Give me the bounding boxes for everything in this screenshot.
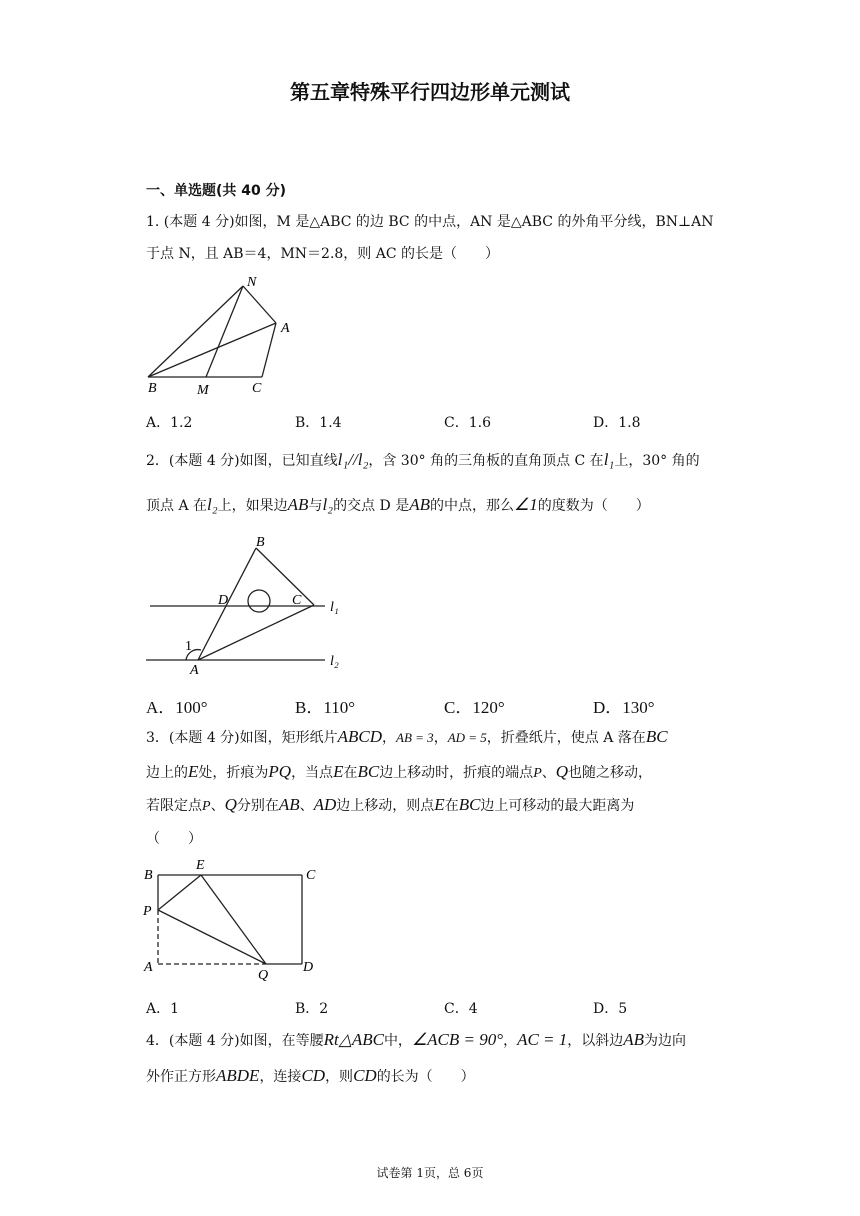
q2-option-c: C．120° <box>444 698 505 717</box>
q3-label-p: P <box>143 904 152 919</box>
q3-label-q: Q <box>258 968 269 983</box>
section-heading: 一、单选题(共 40 分) <box>146 183 287 199</box>
q1-label-m: M <box>197 383 209 398</box>
q3-option-b: B．2 <box>295 1001 329 1017</box>
q3-figure <box>140 855 340 985</box>
q2-label-l2: l₂ <box>330 654 339 669</box>
q2-text-line2: 顶点 A 在l₂上，如果边AB与l₂的交点 D 是AB的中点，那么∠1的度数为（ ） <box>146 495 650 514</box>
q3-label-c: C <box>306 868 316 883</box>
q1-text-line1: 1. (本题 4 分)如图，M 是△ABC 的边 BC 的中点，AN 是△ABC 的外角平分线，BN⊥AN <box>146 214 714 230</box>
q1-label-a: A <box>281 321 290 336</box>
q3-option-c: C．4 <box>444 1001 478 1017</box>
q1-label-b: B <box>148 381 157 396</box>
page-title: 第五章特殊平行四边形单元测试 <box>290 80 570 104</box>
q2-option-b: B．110° <box>295 698 356 717</box>
q3-label-b: B <box>144 868 153 883</box>
q3-label-e: E <box>196 858 205 873</box>
q1-option-c: C．1.6 <box>444 415 491 431</box>
q4-text-line1: 4．(本题 4 分)如图，在等腰Rt△ABC中，∠ACB = 90°，AC = 1，以斜边AB为边向 <box>146 1030 687 1049</box>
q2-text-line1: 2．(本题 4 分)如图，已知直线l₁//l₂，含 30° 角的三角板的直角顶点 C 在l₁上，30° 角的 <box>146 450 700 469</box>
q1-figure <box>140 270 300 400</box>
q3-text-line1: 3．(本题 4 分)如图，矩形纸片ABCD，AB = 3，AD = 5，折叠纸片，使点 A 落在BC <box>146 727 668 746</box>
q1-option-d: D．1.8 <box>593 415 641 431</box>
q2-label-b: B <box>256 535 265 550</box>
q1-label-n: N <box>247 275 257 290</box>
page-footer: 试卷第 1页，总 6页 <box>376 1166 484 1180</box>
q2-label-l1: l₁ <box>330 600 339 615</box>
q4-text-line2: 外作正方形ABDE，连接CD，则CD的长为（ ） <box>146 1066 475 1085</box>
q3-text-line4: （ ） <box>146 831 202 847</box>
q3-label-d: D <box>303 960 314 975</box>
q2-option-a: A．100° <box>146 698 208 717</box>
q2-label-c: C <box>292 593 302 608</box>
q3-label-a: A <box>144 960 153 975</box>
q3-text-line2: 边上的E处，折痕为PQ，当点E在BC边上移动时，折痕的端点P、Q也随之移动， <box>146 762 653 781</box>
q3-option-d: D．5 <box>593 1001 628 1017</box>
q2-label-a: A <box>190 663 199 678</box>
q2-option-d: D．130° <box>593 698 655 717</box>
q1-label-c: C <box>252 381 262 396</box>
q2-label-d: D <box>218 593 229 608</box>
q2-figure <box>140 530 360 680</box>
q1-option-b: B．1.4 <box>295 415 342 431</box>
q3-option-a: A．1 <box>146 1001 180 1017</box>
q1-option-a: A．1.2 <box>146 415 193 431</box>
q2-label-1: 1 <box>185 639 192 654</box>
q1-text-line2: 于点 N，且 AB＝4，MN＝2.8，则 AC 的长是（ ） <box>146 246 500 262</box>
q3-text-line3: 若限定点P、Q分别在AB、AD边上移动，则点E在BC边上可移动的最大距离为 <box>146 795 635 814</box>
